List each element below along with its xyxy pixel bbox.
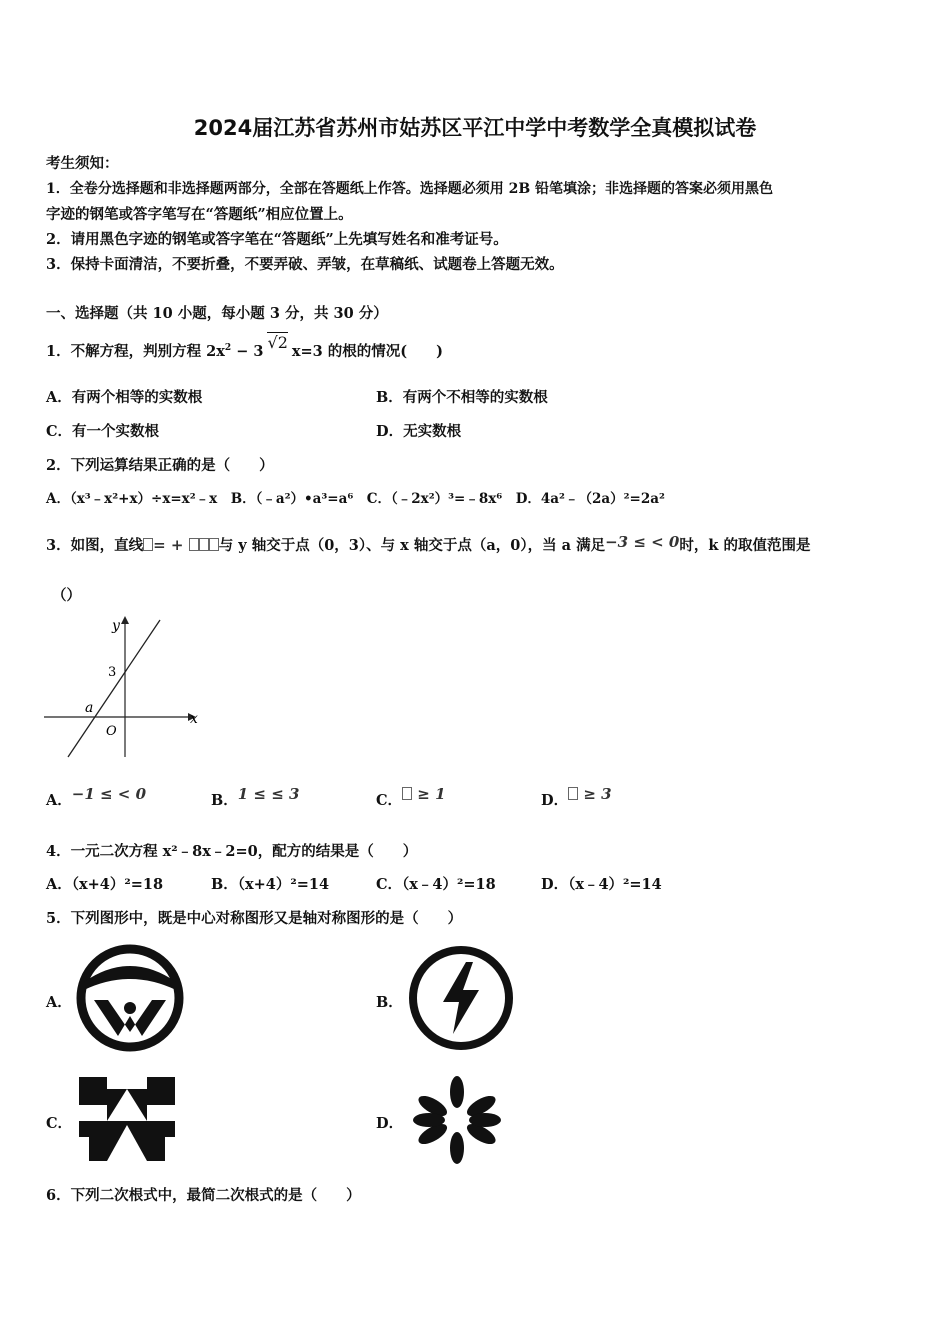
q3-option-a-math: −1 ≤ < 0 — [71, 785, 147, 803]
q1-option-d: D．无实数根 — [376, 423, 462, 440]
q5-stem: 5．下列图形中，既是中心对称图形又是轴对称图形的是（ ） — [46, 910, 463, 927]
q3-stem-pre: 3．如图，直线 — [46, 537, 144, 554]
q1-stem-post: x=3 的根的情况( ) — [291, 343, 444, 360]
q5-option-a-label: A． — [46, 994, 72, 1011]
a-label: a — [85, 700, 94, 716]
notice-line-2: 2．请用黑色字迹的钢笔或答字笔在“答题纸”上先填写姓名和准考证号。 — [46, 231, 508, 248]
y-axis-arrow — [121, 616, 129, 624]
q5-option-c-label: C． — [46, 1115, 73, 1132]
q3-graph — [40, 612, 210, 762]
q3-stem — [46, 534, 810, 555]
q4-option-c: C．（x﹣4）²=18 — [376, 876, 496, 893]
page-title: 2024届江苏省苏州市姑苏区平江中学中考数学全真模拟试卷 — [193, 116, 757, 140]
q5-figure-b — [403, 940, 519, 1056]
q2-stem: 2．下列运算结果正确的是（ ） — [46, 457, 274, 474]
q3-option-d: D． ≥ 3 — [541, 785, 612, 809]
notice-heading: 考生须知： — [46, 155, 119, 172]
section-heading: 一、选择题（共 10 小题，每小题 3 分，共 30 分） — [46, 305, 388, 322]
q3-option-c: C． ≥ 1 — [376, 785, 446, 809]
notice-line-1: 1．全卷分选择题和非选择题两部分，全部在答题纸上作答。选择题必须用 2B 铅笔填涂；非选择题的答案必须用黑色 — [46, 181, 774, 197]
q4-option-b: B．（x+4）²=14 — [211, 876, 330, 893]
q3-paren: （） — [52, 587, 81, 604]
notice-line-3: 3．保持卡面清洁，不要折叠，不要弄破、弄皱，在草稿纸、试题卷上答题无效。 — [46, 256, 564, 273]
q4-option-d: D．（x﹣4）²=14 — [541, 876, 662, 893]
q1-stem: 1．不解方程，判别方程 $2x^2 - 3$ √2 x=3 的根的情况( ) — [46, 333, 444, 360]
q3-condition: −3 ≤ < 0 — [605, 533, 680, 551]
y-label: y — [112, 618, 120, 634]
q4-option-a: A．（x+4）²=18 — [46, 876, 164, 893]
q4-stem: 4．一元二次方程 x²﹣8x﹣2=0，配方的结果是（ ） — [46, 843, 418, 860]
y-intercept-label: 3 — [108, 665, 117, 680]
q1-option-a: A．有两个相等的实数根 — [46, 389, 203, 406]
q3-stem-post: 时，k 的取值范围是 — [679, 537, 811, 554]
q3-line-equation: = + — [143, 536, 219, 554]
q3-stem-mid: 与 y 轴交于点（0，3）、与 x 轴交于点（a，0），当 a 满足 — [218, 537, 606, 554]
q5-figure-a — [72, 940, 188, 1056]
q3-option-c-math: ≥ 1 — [402, 785, 445, 803]
q1-sqrt: √2 — [267, 333, 288, 352]
origin-label: O — [106, 724, 117, 739]
q1-option-c: C．有一个实数根 — [46, 423, 160, 440]
q1-stem-pre: 1．不解方程，判别方程 2x — [46, 343, 225, 360]
q6-stem: 6．下列二次根式中，最简二次根式的是（ ） — [46, 1187, 361, 1204]
q2-options: A．（x³﹣x²+x）÷x=x²﹣x B．（﹣a²）•a³=a⁶ C．（﹣2x²）³=﹣8x⁶ D．4a²﹣（2a）²=2a² — [46, 491, 665, 507]
q3-option-b: B．1 ≤ ≤ 3 — [211, 785, 300, 809]
q5-option-b-label: B． — [376, 994, 403, 1011]
q3-option-a: A．−1 ≤ < 0 — [46, 785, 147, 809]
x-label: x — [190, 711, 198, 727]
q3-option-d-math: ≥ 3 — [568, 785, 611, 803]
q5-figure-c — [77, 1075, 177, 1163]
q1-stem-mid: − 3 — [231, 343, 264, 360]
q5-option-d-label: D． — [376, 1115, 404, 1132]
notice-line-1b: 字迹的钢笔或答字笔写在“答题纸”相应位置上。 — [46, 206, 353, 223]
q3-option-b-math: 1 ≤ ≤ 3 — [237, 785, 300, 803]
q5-figure-d — [404, 1075, 510, 1165]
q1-option-b: B．有两个不相等的实数根 — [376, 389, 548, 406]
